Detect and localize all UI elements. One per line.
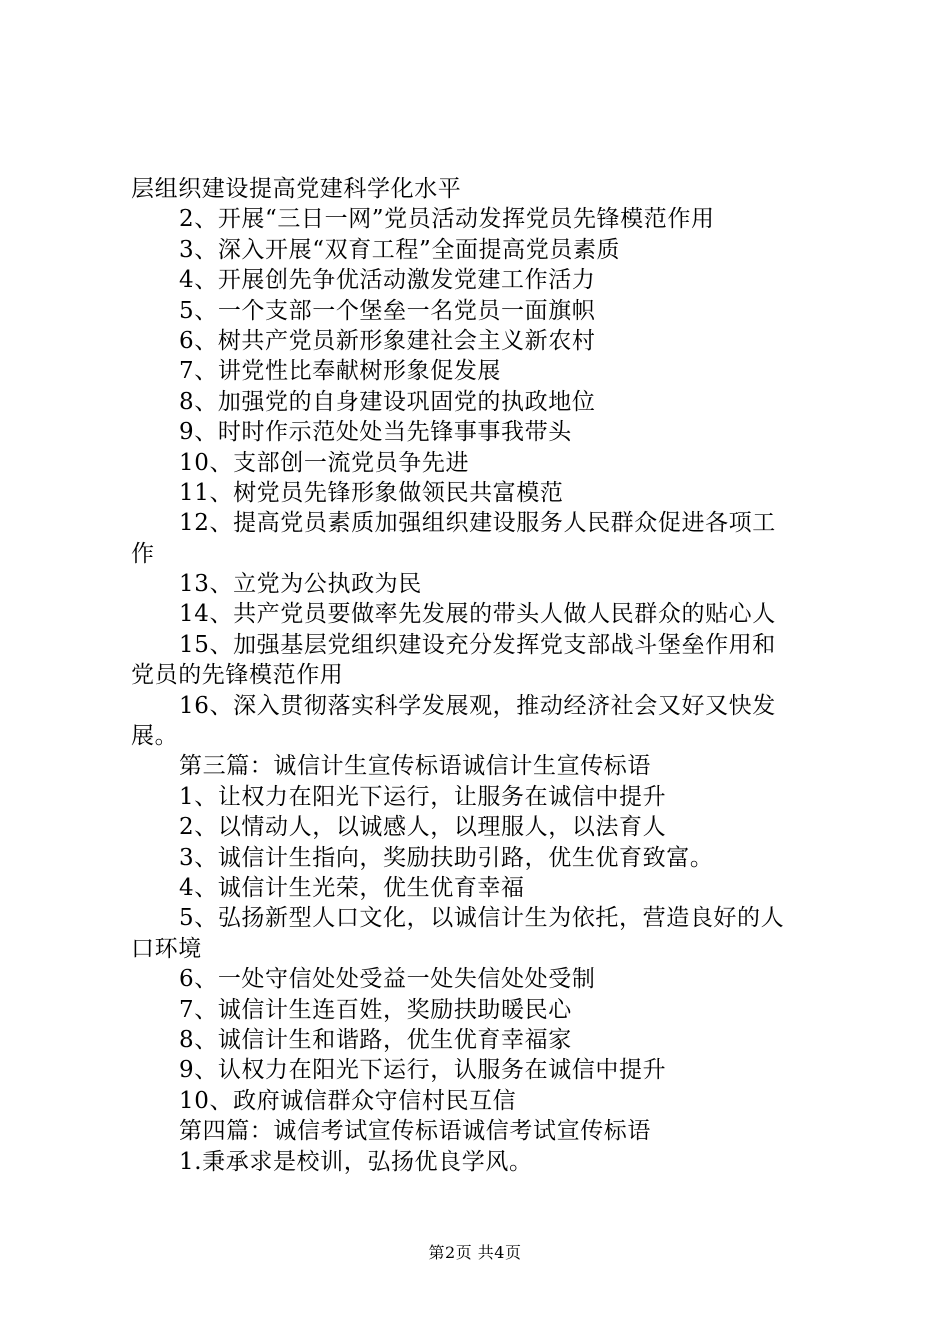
text-line: 16、深入贯彻落实科学发展观，推动经济社会又好又快发 [179,692,776,719]
text-line: 8、诚信计生和谐路，优生优育幸福家 [179,1026,572,1053]
text-line: 10、政府诚信群众守信村民互信 [179,1087,517,1114]
text-line: 3、诚信计生指向，奖励扶助引路，优生优育致富。 [179,844,714,871]
text-line: 10、支部创一流党员争先进 [179,449,470,476]
text-line: 6、一处守信处处受益一处失信处处受制 [179,966,596,993]
text-line: 作 [131,540,155,567]
text-line: 展。 [131,723,179,750]
text-line: 2、以情动人，以诚感人，以理服人，以法育人 [179,814,667,841]
text-line: 2、开展“三日一网”党员活动发挥党员先锋模范作用 [179,206,715,233]
text-line: 7、讲党性比奉献树形象促发展 [179,358,502,385]
text-line: 4、诚信计生光荣，优生优育幸福 [179,874,525,901]
text-line: 9、时时作示范处处当先锋事事我带头 [179,419,572,446]
text-line: 7、诚信计生连百姓，奖励扶助暖民心 [179,996,572,1023]
text-line: 14、共产党员要做率先发展的带头人做人民群众的贴心人 [179,601,776,628]
text-line: 1.秉承求是校训，弘扬优良学风。 [179,1148,533,1175]
page-footer: 第2页 共4页 [428,1243,522,1262]
text-line: 6、树共产党员新形象建社会主义新农村 [179,327,596,354]
text-line: 12、提高党员素质加强组织建设服务人民群众促进各项工 [179,510,776,537]
text-line: 8、加强党的自身建设巩固党的执政地位 [179,388,596,415]
text-line: 党员的先锋模范作用 [131,662,344,689]
text-line: 13、立党为公执政为民 [179,571,422,598]
text-line: 5、一个支部一个堡垒一名党员一面旗帜 [179,297,596,324]
text-line: 第三篇：诚信计生宣传标语诚信计生宣传标语 [179,753,651,780]
text-line: 层组织建设提高党建科学化水平 [131,176,462,202]
text-line: 4、开展创先争优活动激发党建工作活力 [179,267,596,294]
document-body [131,174,837,1177]
text-line: 3、深入开展“双育工程”全面提高党员素质 [179,236,621,263]
text-line: 9、认权力在阳光下运行，认服务在诚信中提升 [179,1057,667,1084]
text-line: 口环境 [131,935,202,962]
text-line: 15、加强基层党组织建设充分发挥党支部战斗堡垒作用和 [179,631,776,658]
text-line: 第四篇：诚信考试宣传标语诚信考试宣传标语 [179,1118,651,1145]
text-line: 11、树党员先锋形象做领民共富模范 [179,479,564,506]
text-line: 1、让权力在阳光下运行，让服务在诚信中提升 [179,783,667,810]
text-line: 5、弘扬新型人口文化，以诚信计生为依托，营造良好的人 [179,905,785,932]
